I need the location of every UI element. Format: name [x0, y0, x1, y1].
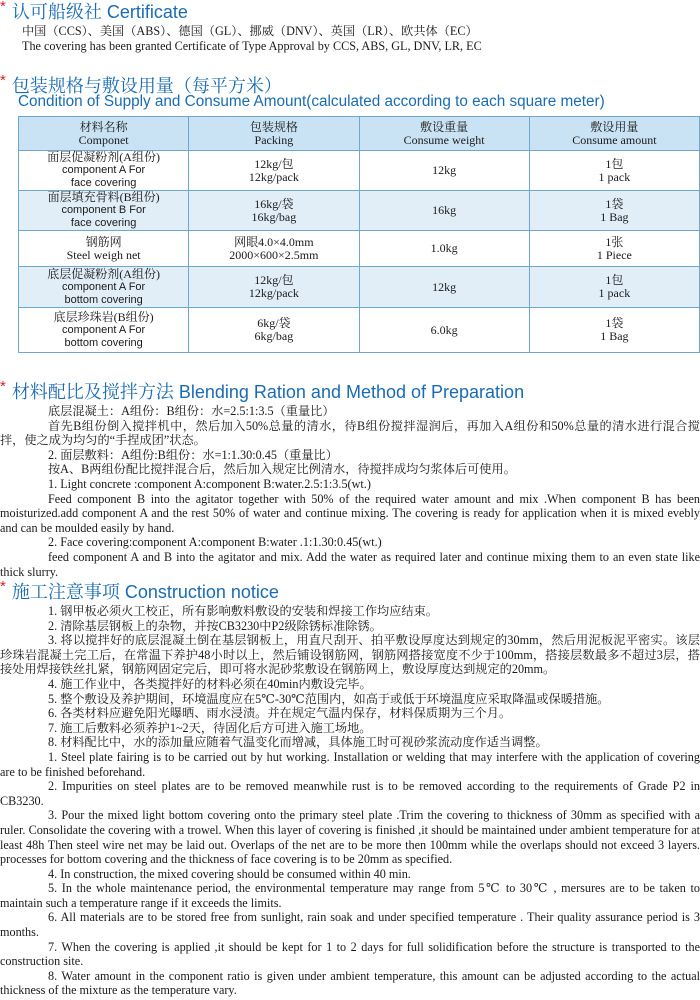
table-row: 钢筋网 Steel weigh net 网眼4.0×4.0mm 2000×600×2.5mm 1.0kg 1张 1 Piece: [19, 231, 700, 267]
notice-cn-4: 4. 施工作业中，各类搅拌好的材料必须在40min内敷设完毕。: [48, 676, 372, 691]
star-bullet-icon: *: [0, 72, 6, 89]
notice-en-4: 4. In construction, the mixed covering should be consumed within 40 min.: [48, 866, 411, 881]
notice-cn-6: 6. 各类材料应避免阳光曝晒、雨水浸渍。并在规定气温内保存，材料保质期为三个月。: [48, 706, 512, 721]
supply-section-title: * 包装规格与敷设用量（每平方米）: [0, 72, 282, 96]
blend-section-title: * 材料配比及搅拌方法 Blending Ration and Method of Preparation: [0, 378, 525, 402]
header-consume-amount: 敷设用量 Consume amount: [529, 117, 699, 151]
star-bullet-icon: *: [0, 578, 6, 595]
star-bullet-icon: *: [0, 0, 6, 15]
header-packing: 包装规格 Packing: [189, 117, 359, 151]
notice-en-3: 3. Pour the mixed light bottom covering onto the primary steel plate .Trim the covering to thickness of 30mm as specified with a ruler. Consolidate the covering with a trowel. When this layer of covering is finished ,it should be maintained under ambient temperature for at least 48h Then steel wire net may be laid out. Overlaps of the net are to be more then 100mm while the overlaps should not exceed 3 layers. processes for bottom covering and the thickness of face covering is to be 20mm as specified.: [0, 808, 700, 867]
notice-text: [0, 604, 700, 998]
blend-cn-2b: 按A、B两组份配比搅拌混合后，然后加入规定比例清水，待搅拌成均匀浆体后可使用。: [48, 462, 516, 477]
supply-subtitle-en: Condition of Supply and Consume Amount(calculated according to each square meter): [18, 93, 605, 110]
notice-en-1: 1. Steel plate fairing is to be carried out by hut working. Installation or welding that may interfere with the application of covering are to be finished beforehand.: [0, 749, 700, 779]
cert-section-title: * 认可船级社 Certificate: [0, 0, 188, 22]
notice-en-8: 8. Water amount in the component ratio is given under ambient temperature, this amount can be adjusted according to the actual thickness of the mixture as the temperature vary.: [0, 968, 700, 998]
blend-en-2b: feed component A and B into the agitator and mix. Add the water as required later and continue mixing them to an even state like thick slurry.: [0, 549, 700, 579]
notice-cn-5: 5. 整个敷设及养护期间，环境温度应在5℃-30℃范围内，如高于或低于环境温度应采取降温或保暖措施。: [48, 691, 610, 706]
notice-cn-3: 3. 将以搅拌好的底层混凝土倒在基层钢板上，用直尺刮开、拍平敷设厚度达到规定的30mm，然后用泥板泥平密实。该层珍珠岩混凝土完工后，在常温下养护48小时以上，然后铺设钢筋网，钢筋网搭接宽度不少于100mm，搭接层数最多不超过3层，搭接处用焊接铁丝扎紧，钢筋网固定完后，即可将水泥砂浆敷设在钢筋网上，敷设厚度达到规定的20mm。: [0, 633, 700, 677]
notice-en-2: 2. Impurities on steel plates are to be removed meanwhile rust is to be removed according to the requirements of Grade P2 in CB3230.: [0, 779, 700, 808]
notice-section-title: * 施工注意事项 Construction notice: [0, 578, 279, 602]
table-row: 底层促凝粉剂(A组份) component A For bottom covering 12kg/包 12kg/pack 12kg 1包 1 pack: [19, 267, 700, 308]
cert-societies-en: The covering has been granted Certificate of Type Approval by CCS, ABS, GL, DNV, LR, EC: [22, 39, 482, 53]
blend-en-1a: 1. Light concrete :component A:component B:water.2.5:1:3.5(wt.): [48, 476, 371, 491]
blend-en-1b: Feed component B into the agitator together with 50% of the required water amount and mix .When component B has been moisturized.add component A and the rest 50% of water and continue mixing. The covering is ready for application when it is mixed evebly and can be moulded easily by hand.: [0, 491, 700, 535]
table-row: 面层填充骨料(B组份) component B For face covering 16kg/袋 16kg/bag 16kg 1袋 1 Bag: [19, 191, 700, 231]
header-consume-weight: 敷设重量 Consume weight: [359, 117, 529, 151]
notice-en-6: 6. All materials are to be stored free from sunlight, rain soak and under specified temperature . Their quality assurance period is 3 months.: [0, 910, 700, 940]
notice-cn-2: 2. 清除基层钢板上的杂物，并按CB3230中P2级除锈标准除锈。: [48, 618, 382, 633]
notice-en-7: 7. When the covering is applied ,it should be kept for 1 to 2 days for full solidification before the structure is transported to the construction site.: [0, 939, 700, 969]
blend-en-2a: 2. Face covering:component A:component B:water .1:1.30:0.45(wt.): [48, 535, 382, 550]
table-row: 面层促凝粉剂(A组份) component A For face covering 12kg/包 12kg/pack 12kg 1包 1 pack: [19, 151, 700, 191]
header-componet: 材料名称 Componet: [19, 117, 189, 151]
star-bullet-icon: *: [0, 378, 6, 395]
cert-societies-cn: 中国（CCS）、美国（ABS）、德国（GL）、挪威（DNV）、英国（LR）、欧共体（EC）: [22, 24, 478, 38]
notice-cn-7: 7. 施工后敷料必须养护1~2天，待固化后方可进入施工场地。: [48, 720, 372, 735]
notice-en-5: 5. In the whole maintenance period, the environmental temperature may range from 5℃ to 30℃ , mersures are to be taken to maintain such a temperature range if it exceeds the limits.: [0, 881, 700, 910]
supply-table: [18, 116, 700, 353]
blend-text: [0, 404, 700, 579]
notice-cn-1: 1. 钢甲板必须火工校正，所有影响敷料敷设的安装和焊接工作均应结束。: [48, 604, 438, 618]
table-row: 底层珍珠岩(B组份) component A For bottom covering 6kg/袋 6kg/bag 6.0kg 1袋 1 Bag: [19, 308, 700, 353]
notice-cn-8: 8. 材料配比中，水的添加量应随着气温变化而增减，具体施工时可视砂浆流动度作适当调整。: [48, 735, 548, 750]
blend-cn-2a: 2. 面层敷料：A组份:B组份：水=1:1.30:0.45（重量比）: [48, 447, 338, 462]
blend-cn-1b: 首先B组份倒入搅拌机中，然后加入50%总量的清水，待B组份搅拌湿润后，再加入A组份和50%总量的清水进行混合搅拌，使之成为均匀的“手捏成团”状态。: [0, 418, 700, 448]
blend-cn-1a: 底层混凝土：A组份：B组份：水=2.5:1:3.5（重量比）: [48, 404, 335, 418]
